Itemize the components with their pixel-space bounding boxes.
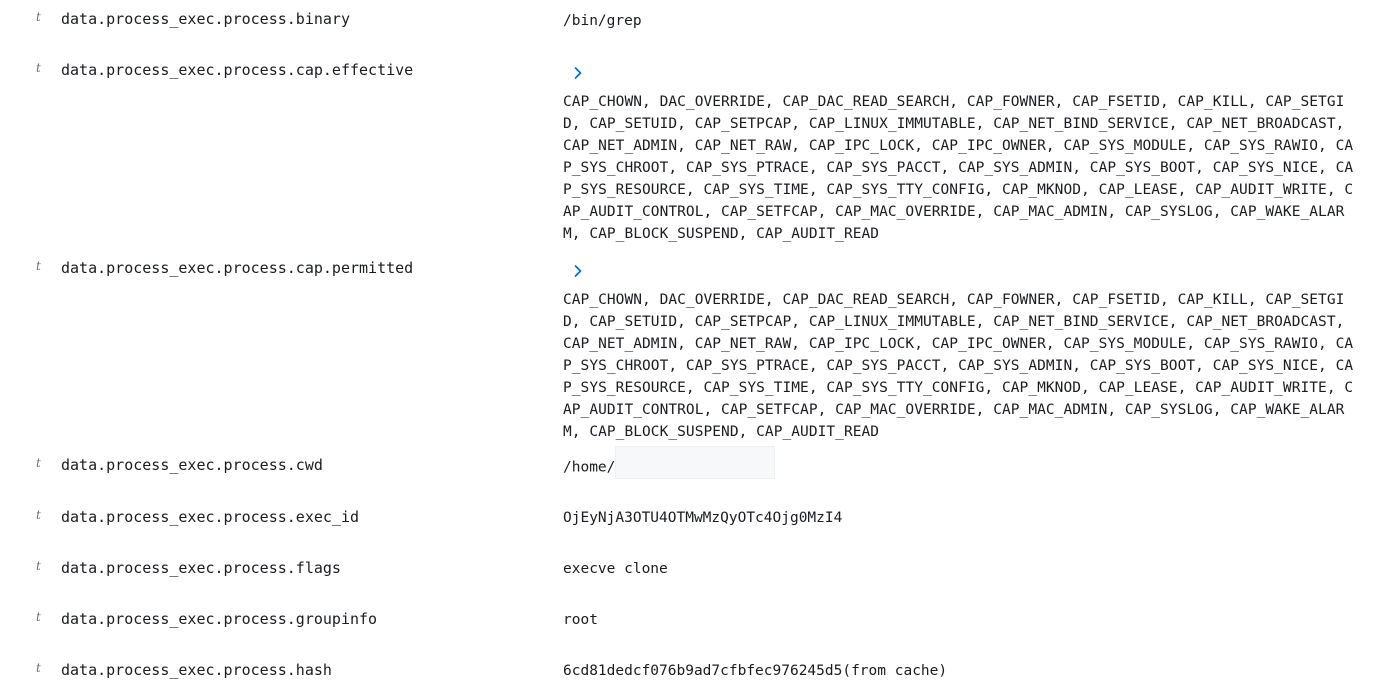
redacted-region	[615, 446, 775, 479]
field-name[interactable]: data.process_exec.process.cap.effective	[61, 61, 414, 79]
field-value: /bin/grep	[563, 13, 642, 29]
field-value-line: CAP_CHOWN, DAC_OVERRIDE, CAP_DAC_READ_SEARCH, CAP_FOWNER, CAP_FSETID, CAP_KILL, CAP_SETGI	[563, 94, 1345, 110]
field-value-line: AP_AUDIT_CONTROL, CAP_SETFCAP, CAP_MAC_OVERRIDE, CAP_MAC_ADMIN, CAP_SYSLOG, CAP_WAKE_ALAR	[563, 204, 1345, 220]
field-value-line: P_SYS_RESOURCE, CAP_SYS_TIME, CAP_SYS_TTY_CONFIG, CAP_MKNOD, CAP_LEASE, CAP_AUDIT_WRITE, C	[563, 182, 1354, 198]
field-value-line: AP_AUDIT_CONTROL, CAP_SETFCAP, CAP_MAC_OVERRIDE, CAP_MAC_ADMIN, CAP_SYSLOG, CAP_WAKE_ALAR	[563, 402, 1345, 418]
field-value-line: M, CAP_BLOCK_SUSPEND, CAP_AUDIT_READ	[563, 226, 880, 242]
string-type-icon: t	[36, 10, 41, 24]
field-value-line: P_SYS_CHROOT, CAP_SYS_PTRACE, CAP_SYS_PACCT, CAP_SYS_ADMIN, CAP_SYS_BOOT, CAP_SYS_NICE, CA	[563, 358, 1354, 374]
field-value: root	[563, 612, 598, 628]
chevron-right-icon	[573, 66, 583, 80]
field-name[interactable]: data.process_exec.process.binary	[61, 10, 350, 28]
chevron-right-icon	[573, 264, 583, 278]
field-value-line: CAP_NET_ADMIN, CAP_NET_RAW, CAP_IPC_LOCK, CAP_IPC_OWNER, CAP_SYS_MODULE, CAP_SYS_RAWIO, CA	[563, 138, 1354, 154]
field-name[interactable]: data.process_exec.process.flags	[61, 559, 341, 577]
string-type-icon: t	[36, 508, 41, 522]
field-value-line: M, CAP_BLOCK_SUSPEND, CAP_AUDIT_READ	[563, 424, 880, 440]
string-type-icon: t	[36, 259, 41, 273]
string-type-icon: t	[36, 61, 41, 75]
expand-button[interactable]	[568, 63, 588, 83]
field-value-block	[563, 91, 1383, 242]
field-name[interactable]: data.process_exec.process.cwd	[61, 456, 323, 474]
string-type-icon: t	[36, 610, 41, 624]
field-value: OjEyNjA3OTU4OTMwMzQyOTc4Ojg0MzI4	[563, 510, 843, 526]
field-value: 6cd81dedcf076b9ad7cfbfec976245d5(from cache)	[563, 663, 948, 679]
string-type-icon: t	[36, 661, 41, 675]
field-value	[563, 456, 775, 479]
field-value-block	[563, 289, 1383, 440]
expand-button[interactable]	[568, 261, 588, 281]
field-value-line: CAP_CHOWN, DAC_OVERRIDE, CAP_DAC_READ_SEARCH, CAP_FOWNER, CAP_FSETID, CAP_KILL, CAP_SETGI	[563, 292, 1345, 308]
string-type-icon: t	[36, 456, 41, 470]
field-value-line: D, CAP_SETUID, CAP_SETPCAP, CAP_LINUX_IMMUTABLE, CAP_NET_BIND_SERVICE, CAP_NET_BROADCAST,	[563, 314, 1345, 330]
field-name[interactable]: data.process_exec.process.hash	[61, 661, 332, 679]
field-value-line: P_SYS_CHROOT, CAP_SYS_PTRACE, CAP_SYS_PACCT, CAP_SYS_ADMIN, CAP_SYS_BOOT, CAP_SYS_NICE, CA	[563, 160, 1354, 176]
field-value-line: P_SYS_RESOURCE, CAP_SYS_TIME, CAP_SYS_TTY_CONFIG, CAP_MKNOD, CAP_LEASE, CAP_AUDIT_WRITE, C	[563, 380, 1354, 396]
field-name[interactable]: data.process_exec.process.cap.permitted	[61, 259, 414, 277]
field-value-line: D, CAP_SETUID, CAP_SETPCAP, CAP_LINUX_IMMUTABLE, CAP_NET_BIND_SERVICE, CAP_NET_BROADCAST,	[563, 116, 1345, 132]
string-type-icon: t	[36, 559, 41, 573]
field-name[interactable]: data.process_exec.process.exec_id	[61, 508, 360, 526]
field-value-line: CAP_NET_ADMIN, CAP_NET_RAW, CAP_IPC_LOCK, CAP_IPC_OWNER, CAP_SYS_MODULE, CAP_SYS_RAWIO, CA	[563, 336, 1354, 352]
field-value: execve clone	[563, 561, 668, 577]
field-name[interactable]: data.process_exec.process.groupinfo	[61, 610, 378, 628]
field-value-text: /home/	[563, 459, 616, 476]
